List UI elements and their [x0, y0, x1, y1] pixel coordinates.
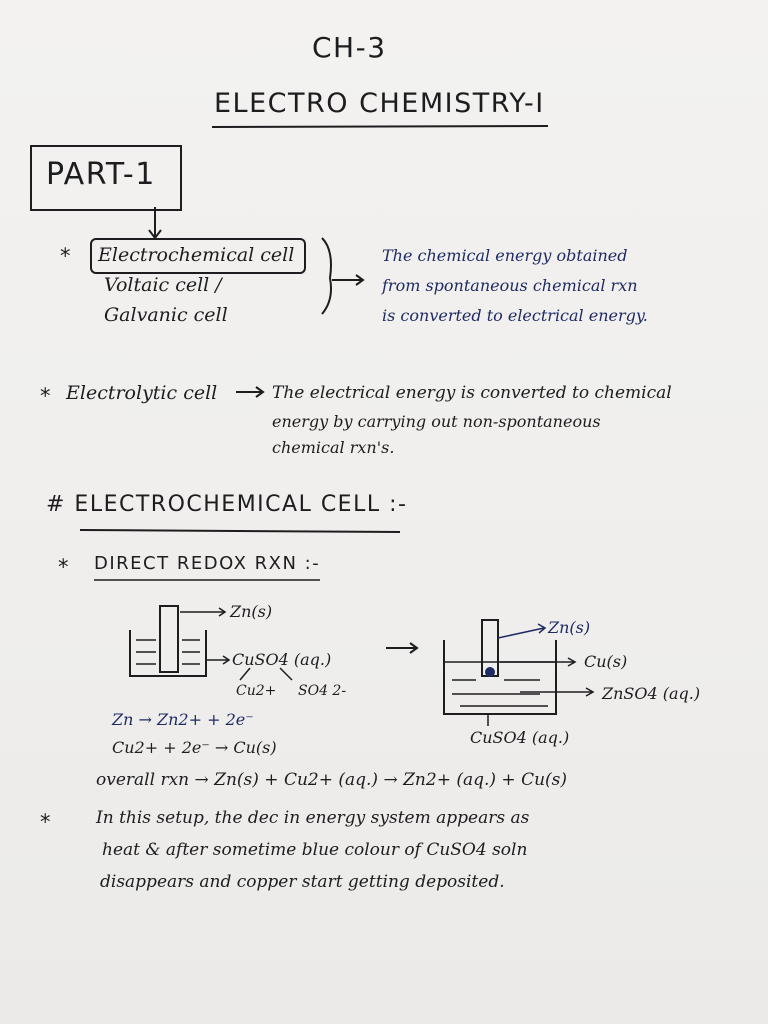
page-title: ELECTRO CHEMISTRY-I — [214, 88, 545, 119]
equation-overall: overall rxn → Zn(s) + Cu2+ (aq.) → Zn2+ (aq.) + Cu(s) — [96, 770, 568, 790]
star-bullet-2: * — [40, 384, 51, 408]
note-line-1: In this setup, the dec in energy system appears as — [96, 808, 530, 828]
voltaic-cell-label: Voltaic cell / — [104, 274, 222, 296]
right-cuso4-label: CuSO4 (aq.) — [470, 728, 570, 747]
galvanic-cell-label: Galvanic cell — [104, 304, 228, 326]
electrolytic-line-2: energy by carrying out non-spontaneous — [272, 412, 601, 431]
left-cuso4-label: CuSO4 (aq.) — [232, 650, 332, 669]
left-so4-label: SO4 2- — [298, 683, 347, 699]
star-bullet: * — [60, 244, 71, 268]
star-bullet-3: * — [58, 555, 69, 579]
equation-oxidation: Zn → Zn2+ + 2e⁻ — [112, 710, 254, 729]
electrolytic-line-1: The electrical energy is converted to chemical — [272, 383, 672, 403]
right-znso4-label: ZnSO4 (aq.) — [602, 684, 701, 703]
left-cu2-label: Cu2+ — [236, 683, 277, 699]
right-zn-label: Zn(s) — [548, 618, 591, 637]
left-zn-label: Zn(s) — [230, 602, 273, 621]
equation-reduction: Cu2+ + 2e⁻ → Cu(s) — [112, 738, 277, 757]
part-label: PART-1 — [46, 157, 156, 192]
star-bullet-4: * — [40, 810, 51, 834]
right-cu-label: Cu(s) — [584, 652, 628, 671]
definition-line-2: from spontaneous chemical rxn — [382, 276, 638, 295]
definition-line-3: is converted to electrical energy. — [382, 306, 648, 325]
electrochemical-cell-label: Electrochemical cell — [98, 244, 295, 266]
subheading: DIRECT REDOX RXN :- — [94, 553, 321, 574]
definition-line-1: The chemical energy obtained — [382, 246, 628, 265]
note-line-2: heat & after sometime blue colour of CuSO4 soln — [102, 840, 528, 860]
note-line-3: disappears and copper start getting deposited. — [100, 872, 505, 892]
chapter-heading: CH-3 — [312, 31, 387, 64]
section-heading: # ELECTROCHEMICAL CELL :- — [46, 492, 408, 517]
electrolytic-line-3: chemical rxn's. — [272, 438, 395, 457]
electrolytic-cell-label: Electrolytic cell — [66, 382, 218, 404]
